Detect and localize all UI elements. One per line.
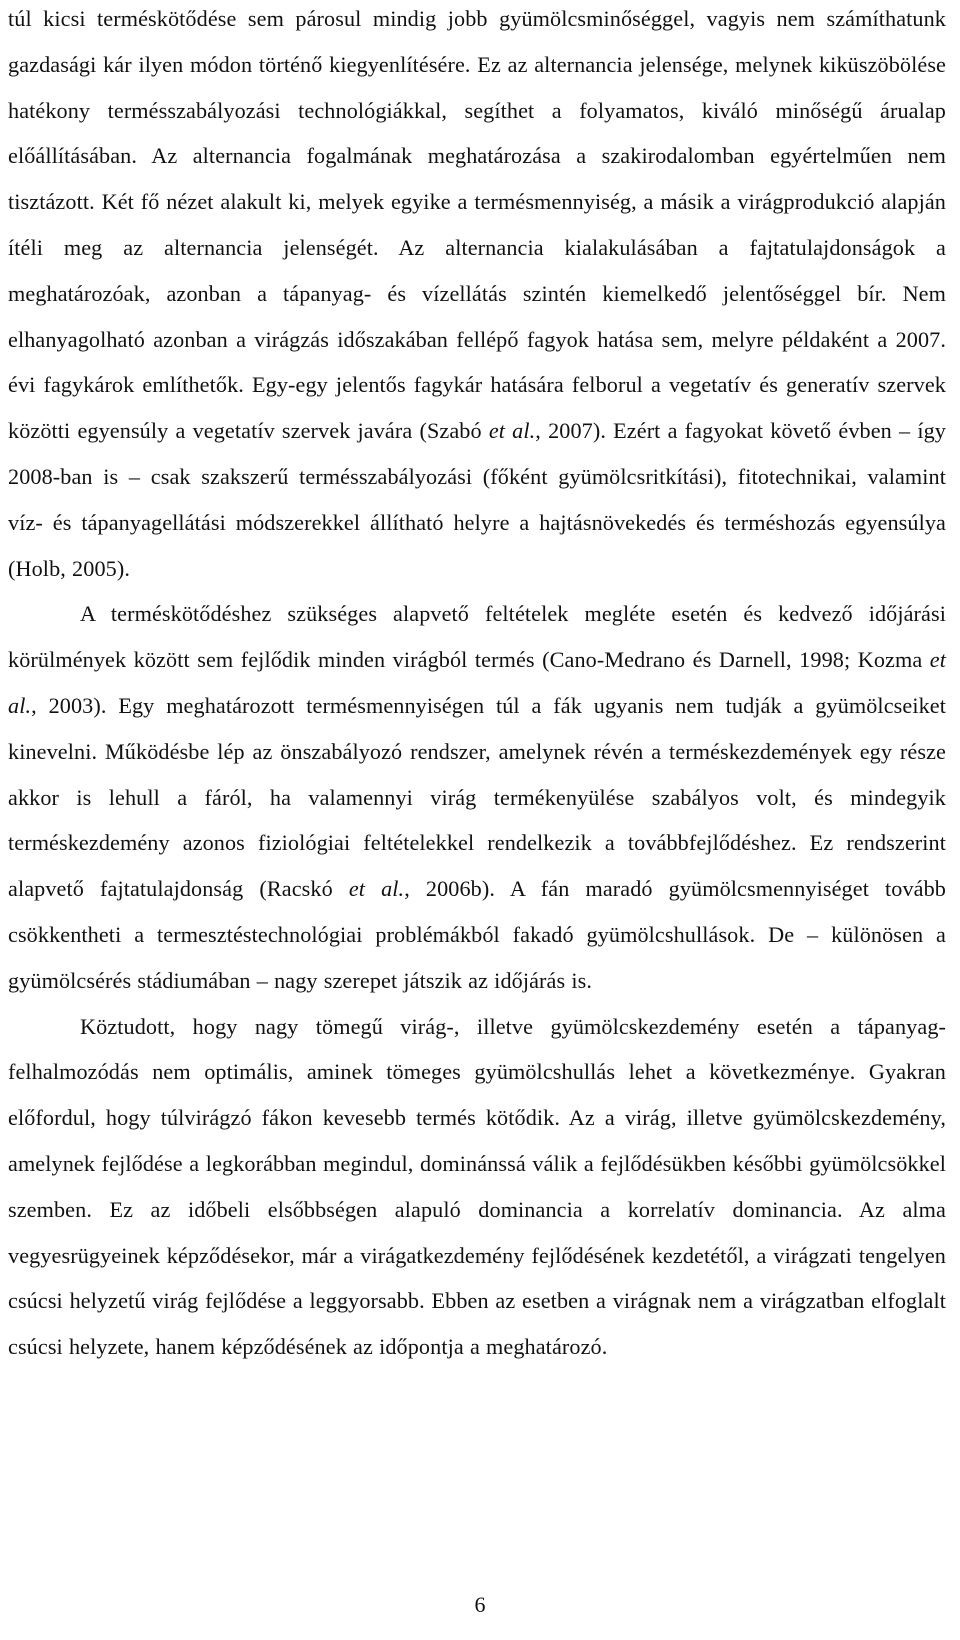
- citation-et-al: et al.: [488, 418, 536, 444]
- text-run: , 2003). Egy meghatározott termésmennyiségen túl a fák ugyanis nem tudják a gyümölcseiket kinevelni. Működésbe lép az önszabályozó rendszer, amelynek révén a terméskezdemények egy része akkor is lehull a fáról, ha valamennyi virág termékenyülése szabályos volt, és mindegyik terméskezdemény azonos fiziológiai feltételekkel rendelkezik a továbbfejlődéshez. Ez rendszerint alapvető fajtatulajdonság (Racskó: [8, 692, 946, 902]
- citation-et-al: et al.: [348, 876, 405, 902]
- text-run: , 2006b). A fán maradó gyümölcsmennyiséget tovább csökkentheti a termesztéstechnológiai problémákból fakadó gyümölcshullások. De – különösen a gyümölcsérés stádiumában – nagy szerepet játszik az időjárás is.: [8, 876, 947, 993]
- body-text: [8, 0, 946, 1370]
- text-run: Köztudott, hogy nagy tömegű virág-, illetve gyümölcskezdemény esetén a tápanyag-felhalmozódás nem optimális, aminek tömeges gyümölcshullás lehet a következménye. Gyakran előfordul, hogy túlvirágzó fákon kevesebb termés kötődik. Az a virág, illetve gyümölcskezdemény, amelynek fejlődése a legkorábban megindul, dominánssá válik a fejlődésükben későbbi gyümölcsökkel szemben. Ez az időbeli elsőbbségen alapuló dominancia a korrelatív dominancia. Az alma vegyesrügyeinek képződésekor, már a virágatkezdemény fejlődésének kezdetétől, a virágzati tengelyen csúcsi helyzetű virág fejlődése a leggyorsabb. Ebben az esetben a virágnak nem a virágzatban elfoglalt csúcsi helyzete, hanem képződésének az időpontja a meghatározó.: [8, 1013, 946, 1360]
- text-run: A terméskötődéshez szükséges alapvető feltételek megléte esetén és kedvező időjárási körülmények között sem fejlődik minden virágból termés (Cano-Medrano és Darnell, 1998; Kozma: [8, 601, 946, 673]
- text-run: túl kicsi terméskötődése sem párosul mindig jobb gyümölcsminőséggel, vagyis nem számíthatunk gazdasági kár ilyen módon történő kiegyenlítésére. Ez az alternancia jelensége, melynek kiküszöbölése hatékony termésszabályozási technológiákkal, segíthet a folyamatos, kiváló minőségű árualap előállításában. Az alternancia fogalmának meghatározása a szakirodalomban egyértelműen nem tisztázott. Két fő nézet alakult ki, melyek egyike a termésmennyiség, a másik a virágprodukció alapján ítéli meg az alternancia jelenségét. Az alternancia kialakulásában a fajtatulajdonságok a meghatározóak, azonban a tápanyag- és vízellátás szintén kiemelkedő jelentőséggel bír. Nem elhanyagolható azonban a virágzás időszakában fellépő fagyok hatása sem, melyre példaként a 2007. évi fagykárok említhetők. Egy-egy jelentős fagykár hatására felborul a vegetatív és generatív szervek közötti egyensúly a vegetatív szervek javára (Szabó: [8, 6, 946, 444]
- text-run: , 2007). Ezért a fagyokat követő évben – így 2008-ban is – csak szakszerű termésszabályozási (főként gyümölcsritkítási), fitotechnikai, valamint víz- és tápanyagellátási módszerekkel állítható helyre a hajtásnövekedés és terméshozás egyensúlya (Holb, 2005).: [8, 418, 946, 581]
- paragraph-alternancia: [8, 0, 946, 591]
- paragraph-termeskotodes: [8, 591, 946, 1003]
- page-number: 6: [474, 1592, 486, 1617]
- paragraph-korrelativ-dominancia: [8, 1004, 946, 1370]
- citation-et-al: et al.: [8, 647, 946, 718]
